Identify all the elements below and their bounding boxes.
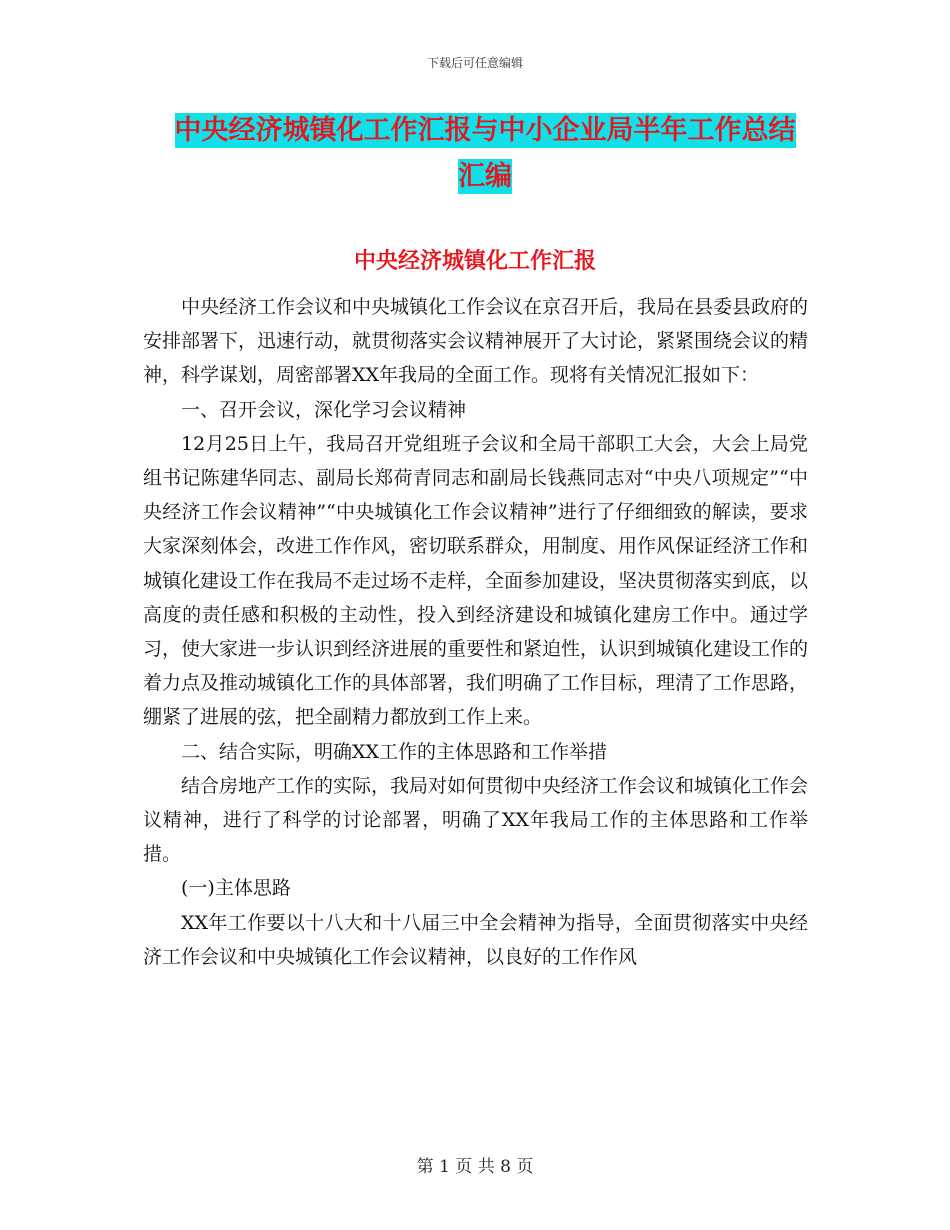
document-title	[140, 108, 830, 200]
paragraph-practice: 结合房地产工作的实际，我局对如何贯彻中央经济工作会议和城镇化工作会议精神，进行了科学的讨论部署，明确了XX年我局工作的主体思路和工作举措。	[143, 774, 809, 866]
section-title: 中央经济城镇化工作汇报	[353, 249, 596, 274]
heading-2: 二、结合实际，明确XX工作的主体思路和工作举措	[181, 740, 608, 763]
header-note: 下载后可任意编辑	[426, 56, 523, 70]
paragraph-meeting: 12月25日上午，我局召开党组班子会议和全局干部职工大会，大会上局党组书记陈建华同志、副局长郑荷青同志和副局长钱燕同志对“中央八项规定”“中央经济工作会议精神”“中央城镇化工作会议精神”进行了仔细细致的解读，要求大家深刻体会，改进工作作风，密切联系群众，用制度、用作风保证经济工作和城镇化建设工作在我局不走过场不走样，全面参加建设，坚决贯彻落实到底，以高度的责任感和积极的主动性，投入到经济建设和城镇化建房工作中。通过学习，使大家进一步认识到经济进展的重要性和紧迫性，认识到城镇化建设工作的着力点及推动城镇化工作的具体部署，我们明确了工作目标，理清了工作思路，绷紧了进展的弦，把全副精力都放到工作上来。	[143, 432, 809, 729]
heading-1: 一、召开会议，深化学习会议精神	[181, 398, 467, 421]
document-body	[143, 290, 808, 974]
subheading-1: (一)主体思路	[181, 877, 291, 900]
paragraph-intro: 中央经济工作会议和中央城镇化工作会议在京召开后，我局在县委县政府的安排部署下，迅速行动，就贯彻落实会议精神展开了大讨论，紧紧围绕会议的精神，科学谋划，周密部署XX年我局的全面工作。现将有关情况汇报如下：	[143, 296, 809, 387]
document-title-line1: 中央经济城镇化工作汇报与中小企业局半年工作总结	[174, 115, 796, 146]
paragraph-main-idea: XX年工作要以十八大和十八届三中全会精神为指导，全面贯彻落实中央经济工作会议和中央城镇化工作会议精神，以良好的工作作风	[143, 911, 808, 968]
document-title-line2: 汇编	[458, 161, 512, 192]
page-number: 第 1 页 共 8 页	[416, 1157, 534, 1177]
